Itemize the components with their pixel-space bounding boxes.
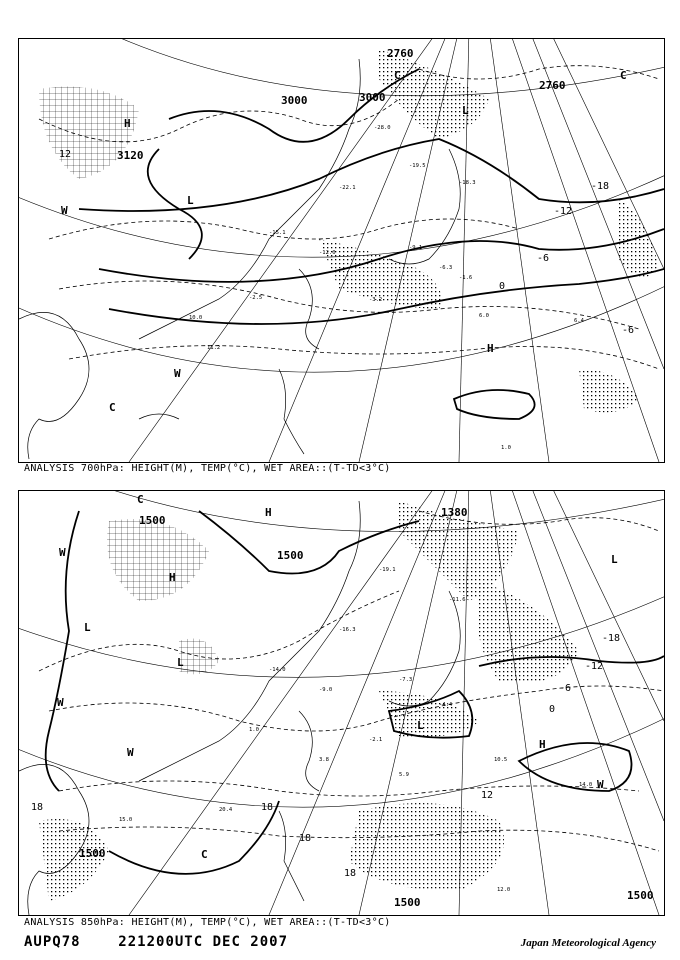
pressure-center-label: L <box>417 719 424 732</box>
pressure-center-label: H <box>169 571 176 584</box>
pressure-center-label: C <box>109 401 116 414</box>
height-label: 3000 <box>359 91 386 104</box>
pressure-center-label: W <box>597 778 604 791</box>
pressure-center-label: C <box>620 69 627 82</box>
pressure-center-label: H <box>539 738 546 751</box>
temp-label: 12 <box>481 790 494 801</box>
station-obs: 10.0 <box>189 315 203 321</box>
temp-label: 0 <box>549 704 556 715</box>
pressure-center-label: W <box>57 696 64 709</box>
station-obs: 15.0 <box>119 817 133 823</box>
chart-header <box>24 934 288 950</box>
station-obs: 5.9 <box>399 772 409 778</box>
pressure-center-label: L <box>177 656 184 669</box>
station-obs: -18.3 <box>459 180 476 186</box>
pressure-center-label: H <box>265 506 272 519</box>
temp-label: -6 <box>537 253 550 264</box>
temp-label: 18 <box>31 802 44 813</box>
height-label: 2760 <box>387 47 414 60</box>
chart-id: AUPQ78 <box>24 934 81 950</box>
pressure-center-label: C <box>394 69 401 82</box>
station-obs: -16.3 <box>339 627 356 633</box>
station-obs: -11.6 <box>449 597 466 603</box>
station-obs: 12.0 <box>497 887 511 893</box>
pressure-center-label: C <box>137 493 144 506</box>
map-panel-700hpa <box>18 38 665 463</box>
temp-label: -6 <box>559 683 572 694</box>
height-label: 1380 <box>441 506 468 519</box>
station-obs: -15.1 <box>269 230 286 236</box>
wet-areas <box>39 49 659 412</box>
temp-label: 18 <box>299 833 312 844</box>
station-obs: -3.2 <box>369 297 383 303</box>
temp-label: 18 <box>344 868 357 879</box>
station-obs: -9.1 <box>409 245 423 251</box>
pressure-center-label: L <box>187 194 194 207</box>
map-panel-850hpa <box>18 490 665 916</box>
temp-label: -12 <box>585 661 604 672</box>
height-label: 1500 <box>79 847 106 860</box>
temp-label: -18 <box>591 181 610 192</box>
station-obs: -9.0 <box>319 687 333 693</box>
pressure-center-label: C <box>201 848 208 861</box>
pressure-center-label: W <box>127 746 134 759</box>
station-obs: -2.5 <box>249 295 263 301</box>
station-obs: -28.0 <box>374 125 391 131</box>
height-label: 3120 <box>117 149 144 162</box>
height-contours <box>79 69 664 419</box>
station-obs: -22.1 <box>339 185 356 191</box>
panel-caption: ANALYSIS 700hPa: HEIGHT(M), TEMP(°C), WET AREA::(T-TD<3°C) <box>24 463 391 474</box>
pressure-center-label: W <box>59 546 66 559</box>
temp-label: 18 <box>261 802 274 813</box>
pressure-center-label: W <box>174 367 181 380</box>
station-obs: -4.4 <box>439 702 453 708</box>
height-label: 1500 <box>394 896 421 909</box>
station-obs: 11.2 <box>207 345 221 351</box>
station-obs: -7.3 <box>399 677 413 683</box>
station-obs: 10.5 <box>494 757 508 763</box>
pressure-center-label: W <box>61 204 68 217</box>
station-obs: -1.6 <box>459 275 473 281</box>
station-obs: -6.3 <box>439 265 453 271</box>
temp-label: -12 <box>554 206 573 217</box>
station-obs: -2.1 <box>369 737 383 743</box>
station-obs: 1.0 <box>249 727 259 733</box>
panel-caption: ANALYSIS 850hPa: HEIGHT(M), TEMP(°C), WET AREA::(T-TD<3°C) <box>24 917 391 928</box>
height-label: 2760 <box>539 79 566 92</box>
map-700hpa <box>19 39 664 462</box>
pressure-center-label: H <box>487 342 494 355</box>
station-obs: 6.4 <box>574 318 584 324</box>
height-label: 3000 <box>281 94 308 107</box>
height-label: 1500 <box>139 514 166 527</box>
station-obs: -12.0 <box>319 250 336 256</box>
map-850hpa <box>19 491 664 915</box>
temp-label: 0 <box>499 281 506 292</box>
temp-label: 12 <box>59 149 72 160</box>
temp-label: -18 <box>602 633 621 644</box>
pressure-center-label: L <box>611 553 618 566</box>
station-obs: -19.5 <box>409 163 426 169</box>
station-obs: 6.0 <box>479 313 489 319</box>
station-obs: -14.0 <box>269 667 286 673</box>
station-obs: 20.4 <box>219 807 233 813</box>
valid-time: 221200UTC DEC 2007 <box>118 934 289 950</box>
pressure-center-label: L <box>84 621 91 634</box>
height-label: 1500 <box>627 889 654 902</box>
agency-name: Japan Meteorological Agency <box>520 937 656 949</box>
pressure-center-label: H <box>124 117 131 130</box>
height-label: 1500 <box>277 549 304 562</box>
pressure-center-label: L <box>462 104 469 117</box>
temp-label: -6 <box>622 325 635 336</box>
station-obs: 14.0 <box>579 782 593 788</box>
station-obs: -19.1 <box>379 567 396 573</box>
station-obs: 3.8 <box>319 757 329 763</box>
station-obs: 1.0 <box>501 445 511 451</box>
